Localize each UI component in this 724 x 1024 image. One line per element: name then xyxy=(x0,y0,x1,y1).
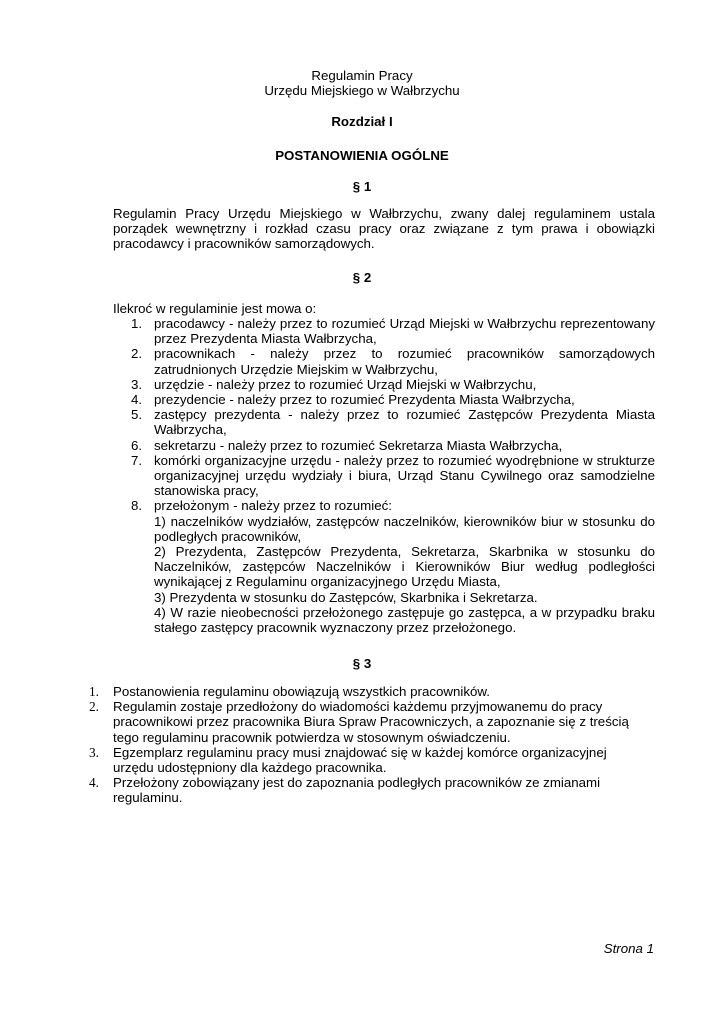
sub-item: 3) Prezydenta w stosunku do Zastępców, Skarbnika i Sekretarza. xyxy=(154,589,538,605)
chapter-title: POSTANOWIENIA OGÓLNE xyxy=(275,148,449,163)
list-item: 6. sekretarzu - należy przez to rozumieć Sekretarza Miasta Wałbrzycha, xyxy=(131,437,563,453)
list-item: 2. pracownikach - należy przez to rozumieć pracowników samorządowych zatrudnionych Urzędzie Miejskim w Wałbrzychu, xyxy=(131,346,655,377)
list-item: 1. pracodawcy - należy przez to rozumieć Urząd Miejski w Wałbrzychu reprezentowany przez Prezydenta Miasta Wałbrzycha, xyxy=(131,316,655,347)
page-number: Strona 1 xyxy=(603,941,654,956)
title-line-1: Regulamin Pracy xyxy=(311,68,413,83)
list-item: 2. Regulamin zostaje przedłożony do wiadomości każdemu przyjmowanemu do pracy pracownikowi przez pracownika Biura Spraw Pracowniczych, a zapoznanie się z treścią tego regulaminu pracownik potwierdza w stosownym oświadczeniu. xyxy=(89,699,629,745)
section-1-text: Regulamin Pracy Urzędu Miejskiego w Wałbrzychu, zwany dalej regulaminem ustala porządek wewnętrzny i rozkład czasu pracy oraz związane z tym prawa i obowiązki pracodawcy i pracowników samorządowych. xyxy=(113,206,655,252)
definitions-list xyxy=(113,316,655,635)
list-item: 8. przełożonym - należy przez to rozumieć: 1) naczelników wydziałów, zastępców naczelników, kierowników biur w stosunku do podległych pracowników, 2) Prezydenta, Zastępców Prezydenta, Sekretarza, Skarbnika w stosunku do Naczelników, zastępców Naczelników i Kierowników Biur według podległości wynikającej z Regulaminu organizacyjnego Urzędu Miasta, 3) Prezydenta w stosunku do Zastępców, Skarbnika i Sekretarza. 4) W razie nieobecności przełożonego zastępuje go zastępca, a w przypadku braku stałego zastępcy pracownik wyznaczony przez przełożonego. xyxy=(131,498,655,636)
sub-item: 2) Prezydenta, Zastępców Prezydenta, Sekretarza, Skarbnika w stosunku do Naczelników, zastępców Naczelników i Kierowników Biur według podległości wynikającej z Regulaminu organizacyjnego Urzędu Miasta, xyxy=(154,544,655,590)
section-3-heading: § 3 xyxy=(352,656,372,671)
chapter-heading: Rozdział I xyxy=(331,114,393,129)
section-1-heading: § 1 xyxy=(352,179,372,194)
section-2-heading: § 2 xyxy=(352,270,372,285)
list-item: 7. komórki organizacyjne urzędu - należy przez to rozumieć wyodrębnione w strukturze organizacyjnej urzędu wydziały i biura, Urząd Stanu Cywilnego oraz samodzielne stanowiska pracy, xyxy=(131,452,655,499)
list-item: 4. prezydencie - należy przez to rozumieć Prezydenta Miasta Wałbrzycha, xyxy=(131,392,575,408)
section-3-list xyxy=(89,684,643,806)
list-item: 3. urzędzie - należy przez to rozumieć Urząd Miejski w Wałbrzychu, xyxy=(131,376,537,392)
document-title xyxy=(0,68,724,98)
section-2-intro: Ilekroć w regulaminie jest mowa o: xyxy=(113,301,317,316)
sub-item: 4) W razie nieobecności przełożonego zastępuje go zastępca, a w przypadku braku stałego zastępcy pracownik wyznaczony przez przełożonego. xyxy=(154,604,655,636)
list-item: 1. Postanowienia regulaminu obowiązują wszystkich pracowników. xyxy=(89,684,490,699)
title-line-2: Urzędu Miejskiego w Wałbrzychu xyxy=(264,83,460,99)
list-item: 5. zastępcy prezydenta - należy przez to rozumieć Zastępców Prezydenta Miasta Wałbrzycha, xyxy=(131,407,655,438)
list-item: 4. Przełożony zobowiązany jest do zapoznania podległych pracowników ze zmianami regulaminu. xyxy=(89,775,601,806)
list-item: 3. Egzemplarz regulaminu pracy musi znajdować się w każdej komórce organizacyjnej urzędu udostępniony dla każdego pracownika. xyxy=(89,744,607,776)
sub-item: 1) naczelników wydziałów, zastępców naczelników, kierowników biur w stosunku do podległych pracowników, xyxy=(154,513,655,544)
